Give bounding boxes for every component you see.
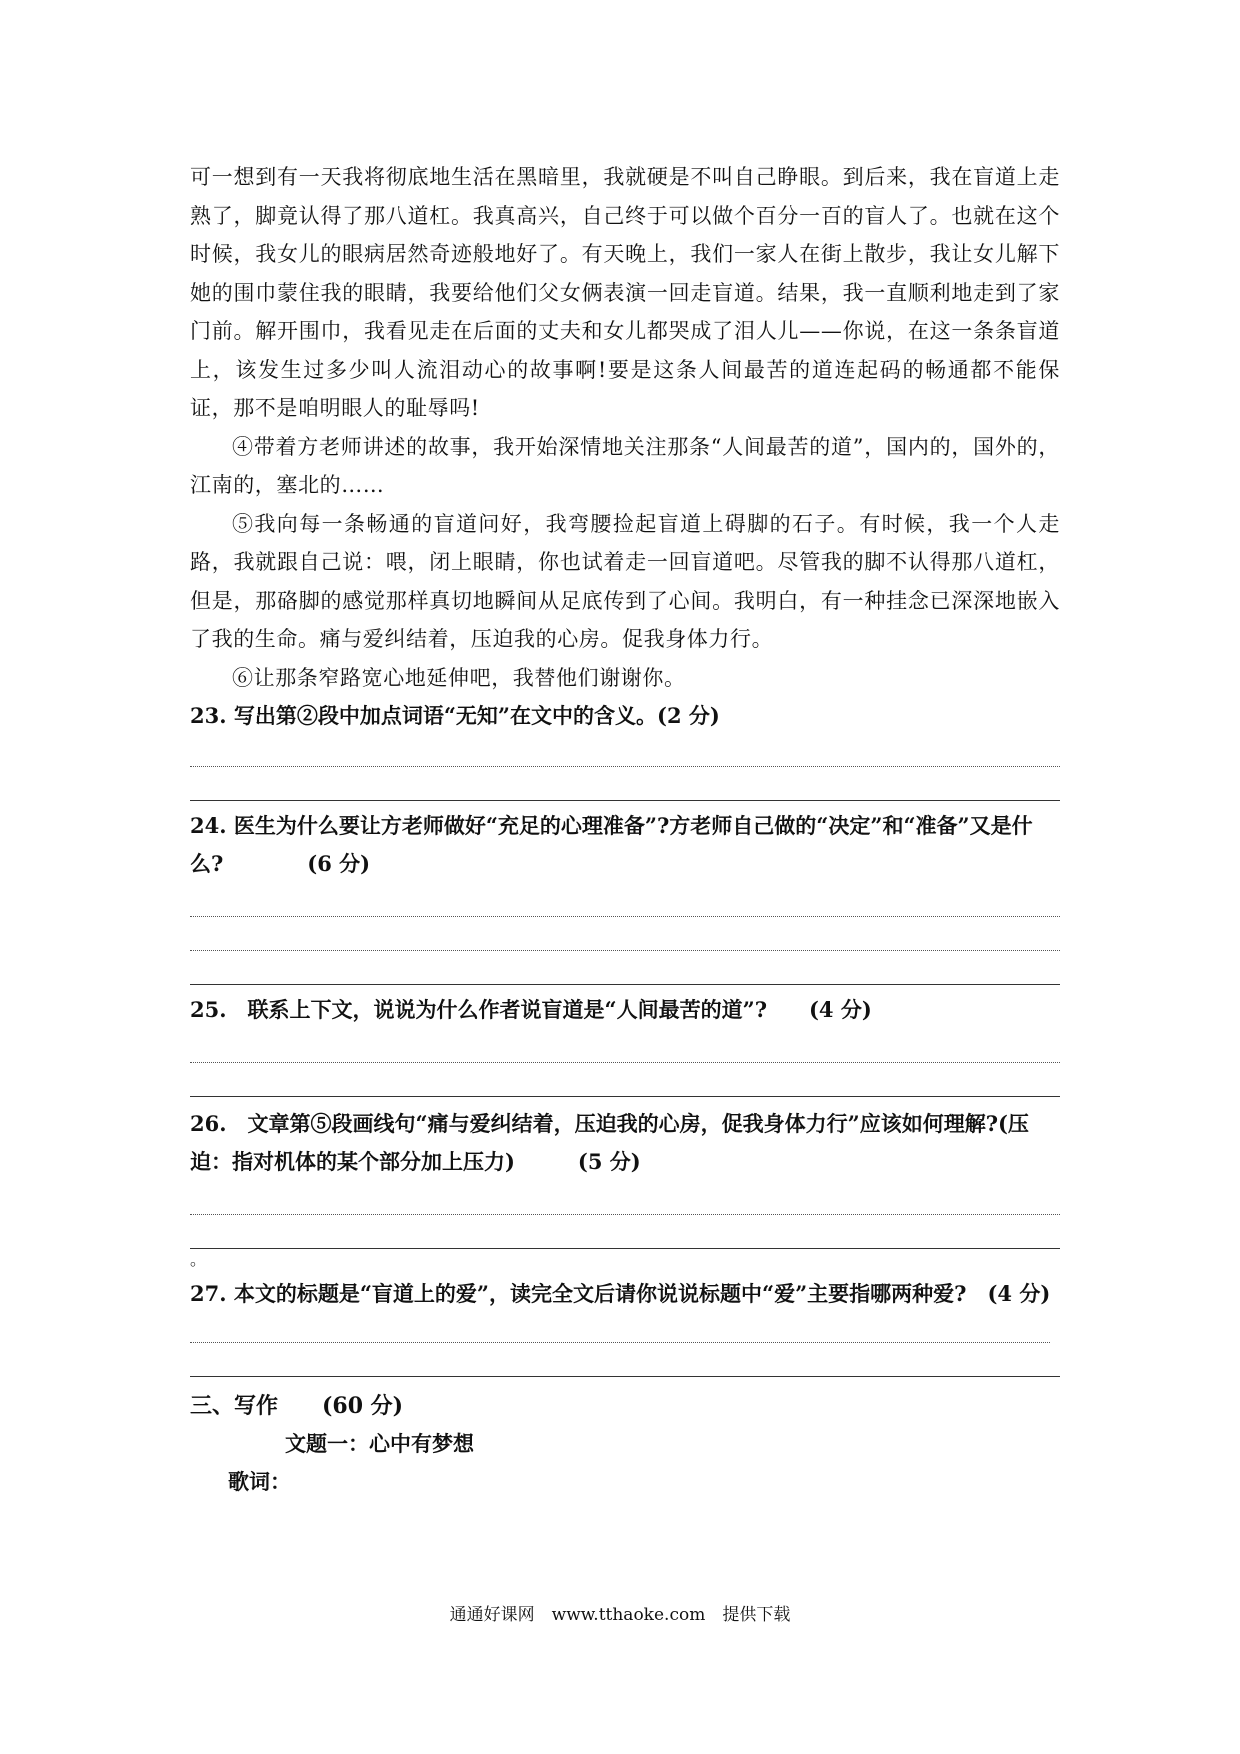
answer-line[interactable] — [190, 800, 1060, 801]
writing-topic-1: 文题一：心中有梦想 — [285, 1431, 474, 1456]
answer-line[interactable] — [190, 1248, 1060, 1249]
answer-line[interactable] — [190, 1376, 1060, 1377]
lyrics-label: 歌词： — [228, 1469, 291, 1494]
question-26: 26. 文章第⑤段画线句“痛与爱纠结着，压迫我的心房，促我身体力行”应该如何理解?(压迫：指对机体的某个部分加上压力) (5 分) — [190, 1111, 1029, 1174]
page-content — [190, 158, 1060, 1501]
section-writing-title: 三、写作 (60 分) — [190, 1393, 404, 1419]
page-footer: 通通好课网 www.tthaoke.com 提供下载 — [449, 1605, 791, 1625]
answer-lines-25 — [190, 1029, 1060, 1097]
question-23: 23. 写出第②段中加点词语“无知”在文中的含义。(2 分) — [190, 703, 720, 728]
stray-mark: 。 — [190, 1250, 207, 1269]
answer-line[interactable] — [190, 1096, 1060, 1097]
passage-paragraph-4: ④带着方老师讲述的故事，我开始深情地关注那条“人间最苦的道”，国内的，国外的，江南的，塞北的…… — [190, 434, 1060, 497]
passage-paragraph-1: 可一想到有一天我将彻底地生活在黑暗里，我就硬是不叫自己睁眼。到后来，我在盲道上走熟了，脚竟认得了那八道杠。我真高兴，自己终于可以做个百分一百的盲人了。也就在这个时候，我女儿的眼病居然奇迹般地好了。有天晚上，我们一家人在街上散步，我让女儿解下她的围巾蒙住我的眼睛，我要给他们父女俩表演一回走盲道。结果，我一直顺利地走到了家门前。解开围巾，我看见走在后面的丈夫和女儿都哭成了泪人儿——你说，在这一条条盲道上，该发生过多少叫人流泪动心的故事啊!要是这条人间最苦的道连起码的畅通都不能保证，那不是咱明眼人的耻辱吗! — [190, 165, 1060, 420]
answer-line[interactable] — [190, 984, 1060, 985]
answer-lines-26 — [190, 1181, 1060, 1249]
question-24: 24. 医生为什么要让方老师做好“充足的心理准备”?方老师自己做的“决定”和“准备”又是什么? (6 分) — [190, 813, 1033, 876]
answer-lines-27 — [190, 1313, 1060, 1377]
question-27: 27. 本文的标题是“盲道上的爱”，读完全文后请你说说标题中“爱”主要指哪两种爱? (4 分) — [190, 1281, 1051, 1306]
passage-paragraph-5: ⑤我向每一条畅通的盲道问好，我弯腰捡起盲道上碍脚的石子。有时候，我一个人走路，我就跟自己说：喂，闭上眼睛，你也试着走一回盲道吧。尽管我的脚不认得那八道杠，但是，那硌脚的感觉那样真切地瞬间从足底传到了心间。我明白，有一种挂念已深深地嵌入了我的生命。痛与爱纠结着，压迫我的心房。促我身体力行。 — [190, 511, 1060, 651]
answer-lines-24 — [190, 883, 1060, 985]
passage-paragraph-6: ⑥让那条窄路宽心地延伸吧，我替他们谢谢你。 — [232, 665, 686, 690]
question-25: 25. 联系上下文，说说为什么作者说盲道是“人间最苦的道”? (4 分) — [190, 997, 872, 1022]
answer-lines-23 — [190, 737, 1060, 801]
